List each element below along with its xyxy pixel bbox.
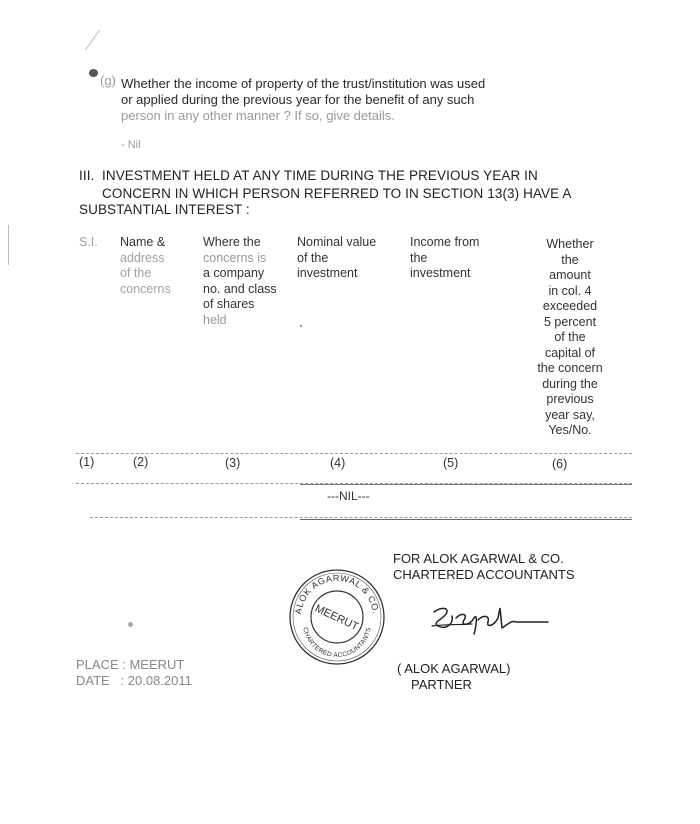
col-number-3: (3) [225,456,241,470]
section-heading-line-2: CONCERN IN WHICH PERSON REFERRED TO IN SECTION 13(3) HAVE A [102,186,572,201]
seal-bottom-text: CHARTERED ACCOUNTANTS [301,626,373,660]
table-header-exceeded: Whether the amount in col. 4 exceeded 5 percent of the capital of the concern during the previous year say, Yes/No. [537,237,603,437]
question-line-2: or applied during the previous year for the benefit of any such [121,92,475,107]
seal-stamp [287,567,387,667]
question-line-3: person in any other manner ? If so, give details. [121,108,395,123]
col-number-2: (2) [133,455,149,469]
seal-center-text: MEERUT [312,602,361,634]
margin-line [8,225,9,265]
table-rule-bottom-solid [300,519,632,520]
date-label: DATE : 20.08.2011 [76,673,192,688]
table-rule-under-numbers-solid [300,484,632,485]
scan-speck [300,325,302,327]
question-answer: - Nil [121,139,141,151]
table-header-sl: S.I. [79,235,98,249]
scan-speck [128,622,133,627]
partner-role: PARTNER [411,677,472,692]
svg-text:ALOK AGARWAL & CO. [293,573,381,615]
section-heading-line-1: INVESTMENT HELD AT ANY TIME DURING THE PREVIOUS YEAR IN [102,168,538,183]
table-header-nominal-value: Nominal value of the investment [297,235,377,280]
handwritten-signature [428,600,553,640]
question-marker: (g) [100,73,116,88]
place-label: PLACE : MEERUT [76,657,185,672]
margin-mark [85,30,100,50]
section-heading-line-3: SUBSTANTIAL INTEREST : [79,202,250,217]
firm-title: CHARTERED ACCOUNTANTS [393,567,575,582]
table-body-nil: ---NIL--- [327,489,370,503]
table-header-income: Income from the investment [410,235,480,280]
table-rule-bottom [90,517,632,518]
question-line-1: Whether the income of property of the trust/institution was used [121,76,486,91]
table-rule-top [76,453,632,454]
scan-speck [89,69,98,77]
seal-top-text: ALOK AGARWAL & CO. [293,572,381,615]
firm-name: FOR ALOK AGARWAL & CO. [393,551,564,566]
partner-name: ( ALOK AGARWAL) [397,661,511,676]
col-number-5: (5) [443,456,459,470]
table-header-name: Name & address of the concerns [120,235,171,296]
col-number-4: (4) [330,456,346,470]
table-header-company: Where the concerns is a company no. and class of shares held [203,235,277,327]
col-number-6: (6) [552,457,568,471]
section-number: III. [79,168,95,183]
col-number-1: (1) [79,455,95,469]
